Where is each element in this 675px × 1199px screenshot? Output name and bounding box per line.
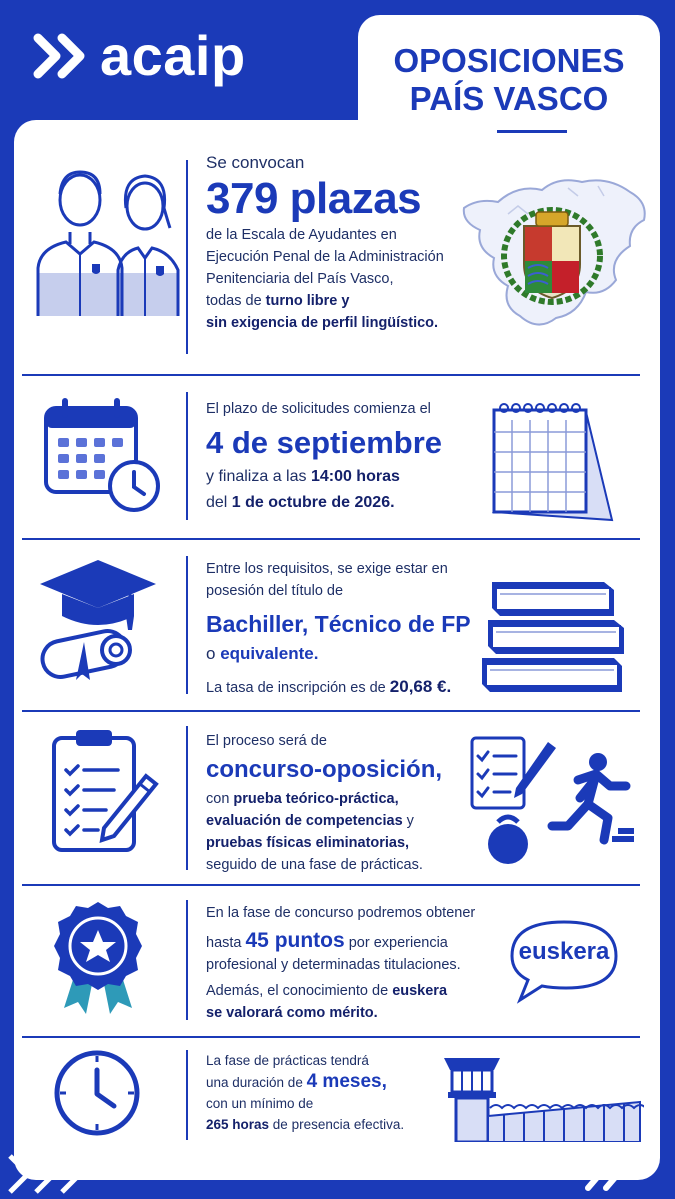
double-chevron-icon [32, 30, 90, 82]
requisitos-text: Entre los requisitos, se exige estar en posesión del título de Bachiller, Técnico de FP o equivalente. La tasa de inscripción es de 20,68 €. [206, 558, 476, 699]
clipboard-checklist-icon [48, 724, 160, 854]
exam-fitness-icon [468, 728, 638, 868]
award-badge-icon [50, 898, 146, 1018]
plazo-headline: 4 de septiembre [206, 425, 443, 460]
double-chevron-icon [6, 1150, 86, 1196]
prison-icon [434, 1044, 644, 1142]
double-chevron-icon [584, 1156, 628, 1192]
brand-name: acaip [100, 24, 246, 87]
proceso-headline: concurso-oposición, [206, 756, 443, 783]
clock-icon [50, 1046, 144, 1140]
requisitos-headline: Bachiller, Técnico de FP [206, 611, 471, 637]
plazas-text: Se convocan 379 plazas de la Escala de Ayudantes en Ejecución Penal de la Administración Penitenciaria del País Vasco, todas de turno libre y sin exigencia de perfil lingüístico. [206, 152, 466, 334]
brand-logo [32, 24, 246, 87]
practicas-text: La fase de prácticas tendrá una duración de 4 meses, con un mínimo de 265 horas de presencia efectiva. [206, 1053, 405, 1132]
graduation-cap-icon [34, 554, 164, 686]
calendar-clock-icon [42, 394, 162, 516]
euskera-bubble-label: euskera [518, 938, 610, 965]
proceso-text: El proceso será de concurso-oposición, con prueba teórico-práctica, evaluación de competencias y pruebas físicas eliminatorias, seguido de una fase de prácticas. [206, 730, 476, 876]
desk-calendar-icon [474, 392, 624, 524]
plazas-headline: 379 plazas [206, 174, 422, 223]
concurso-text: En la fase de concurso podremos obtener hasta 45 puntos por experiencia profesional y determinadas titulaciones. Además, el conocimiento de euskera se valorará como mérito. [206, 905, 476, 1021]
officers-icon [30, 158, 190, 318]
title-underline [497, 130, 567, 133]
books-icon [474, 562, 634, 698]
plazo-text: El plazo de solicitudes comienza el 4 de septiembre y finaliza a las 14:00 horas del 1 de octubre de 2026. [206, 398, 476, 516]
euskera-bubble [508, 918, 620, 992]
basque-country-map-icon [458, 168, 654, 338]
page-title: OPOSICIONES PAÍS VASCO [393, 42, 625, 117]
